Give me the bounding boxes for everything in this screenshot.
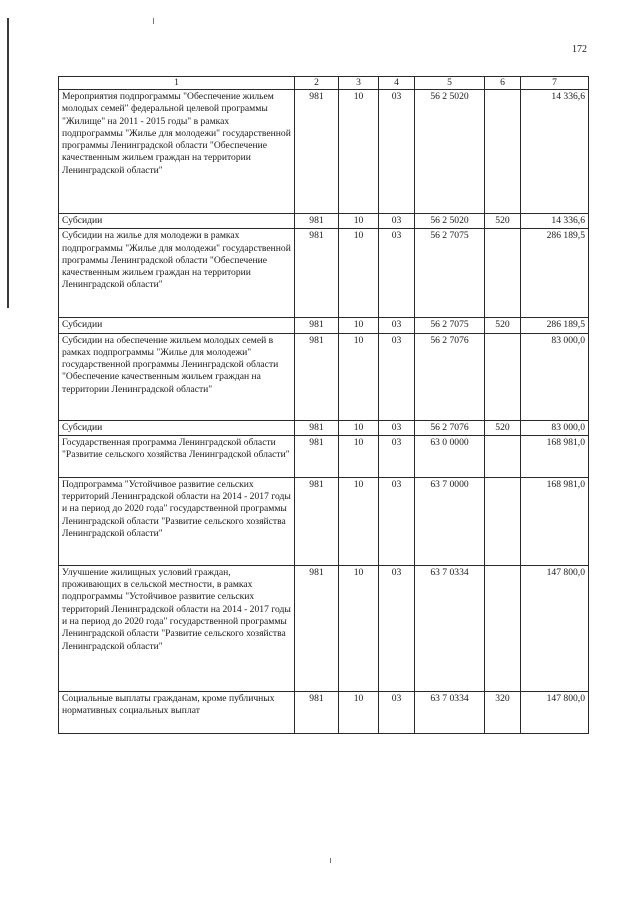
cell-subsection: 03 [379, 318, 415, 333]
scan-speck [153, 18, 154, 24]
cell-target-article: 56 2 7076 [415, 333, 485, 420]
cell-expense-type: 520 [485, 420, 521, 435]
column-header: 5 [415, 77, 485, 90]
cell-section: 10 [339, 420, 379, 435]
table-row [59, 565, 589, 691]
cell-amount: 147 800,0 [521, 565, 589, 691]
cell-code: 981 [295, 90, 339, 214]
cell-subsection: 03 [379, 214, 415, 229]
cell-target-article: 63 0 0000 [415, 435, 485, 477]
cell-expense-type [485, 565, 521, 691]
cell-target-article: 63 7 0334 [415, 565, 485, 691]
column-header: 7 [521, 77, 589, 90]
cell-code: 981 [295, 214, 339, 229]
cell-section: 10 [339, 318, 379, 333]
cell-section: 10 [339, 477, 379, 565]
cell-section: 10 [339, 691, 379, 733]
cell-expense-type: 520 [485, 318, 521, 333]
cell-amount: 14 336,6 [521, 90, 589, 214]
row-name: Улучшение жилищных условий граждан, проживающих в сельской местности, в рамках подпрограммы "Устойчивое развитие сельских территорий Ленинградской области на 2014 - 2017 годы и на период до 2020 года" государственной программы Ленинградской области "Развитие сельского хозяйства Ленинградской области" [59, 565, 295, 691]
cell-amount: 286 189,5 [521, 318, 589, 333]
cell-section: 10 [339, 565, 379, 691]
cell-amount: 286 189,5 [521, 229, 589, 318]
cell-expense-type [485, 333, 521, 420]
row-name: Субсидии [59, 318, 295, 333]
cell-expense-type: 320 [485, 691, 521, 733]
cell-subsection: 03 [379, 477, 415, 565]
cell-amount: 83 000,0 [521, 333, 589, 420]
scan-edge-line [7, 18, 9, 308]
cell-subsection: 03 [379, 333, 415, 420]
row-name: Мероприятия подпрограммы "Обеспечение жильем молодых семей" федеральной целевой программы "Жилище" на 2011 - 2015 годы" в рамках подпрограммы "Жилье для молодежи" государственной программы Ленинградской области "Обеспечение качественным жильем граждан на территории Ленинградской области" [59, 90, 295, 214]
cell-code: 981 [295, 318, 339, 333]
page-number: 172 [572, 44, 587, 55]
row-name: Субсидии на жилье для молодежи в рамках подпрограммы "Жилье для молодежи" государственной программы Ленинградской области "Обеспечение качественным жильем граждан на территории Ленинградской области" [59, 229, 295, 318]
cell-target-article: 56 2 7075 [415, 318, 485, 333]
column-header: 6 [485, 77, 521, 90]
cell-amount: 168 981,0 [521, 477, 589, 565]
cell-expense-type [485, 90, 521, 214]
cell-subsection: 03 [379, 90, 415, 214]
cell-section: 10 [339, 214, 379, 229]
cell-section: 10 [339, 333, 379, 420]
table-row [59, 691, 589, 733]
table-row [59, 318, 589, 333]
column-header: 2 [295, 77, 339, 90]
cell-target-article: 56 2 7075 [415, 229, 485, 318]
cell-code: 981 [295, 477, 339, 565]
budget-table [58, 76, 589, 734]
cell-subsection: 03 [379, 435, 415, 477]
cell-subsection: 03 [379, 565, 415, 691]
cell-amount: 147 800,0 [521, 691, 589, 733]
cell-code: 981 [295, 435, 339, 477]
row-name: Субсидии [59, 420, 295, 435]
row-name: Субсидии на обеспечение жильем молодых семей в рамках подпрограммы "Жилье для молодежи" государственной программы Ленинградской области "Обеспечение качественным жильем граждан на территории Ленинградской области" [59, 333, 295, 420]
cell-amount: 14 336,6 [521, 214, 589, 229]
table-row [59, 333, 589, 420]
table-row [59, 477, 589, 565]
cell-target-article: 56 2 5020 [415, 90, 485, 214]
cell-subsection: 03 [379, 229, 415, 318]
cell-target-article: 63 7 0000 [415, 477, 485, 565]
cell-expense-type [485, 477, 521, 565]
cell-target-article: 56 2 5020 [415, 214, 485, 229]
header-row [59, 77, 589, 90]
cell-amount: 83 000,0 [521, 420, 589, 435]
column-header: 4 [379, 77, 415, 90]
cell-section: 10 [339, 90, 379, 214]
cell-subsection: 03 [379, 691, 415, 733]
table-row [59, 90, 589, 214]
table-row [59, 229, 589, 318]
cell-code: 981 [295, 229, 339, 318]
scan-speck [330, 858, 331, 863]
cell-code: 981 [295, 565, 339, 691]
cell-expense-type [485, 229, 521, 318]
row-name: Социальные выплаты гражданам, кроме публичных нормативных социальных выплат [59, 691, 295, 733]
cell-expense-type: 520 [485, 214, 521, 229]
cell-section: 10 [339, 229, 379, 318]
cell-section: 10 [339, 435, 379, 477]
cell-target-article: 56 2 7076 [415, 420, 485, 435]
column-header: 3 [339, 77, 379, 90]
column-header: 1 [59, 77, 295, 90]
cell-code: 981 [295, 691, 339, 733]
cell-amount: 168 981,0 [521, 435, 589, 477]
cell-target-article: 63 7 0334 [415, 691, 485, 733]
cell-expense-type [485, 435, 521, 477]
table-row [59, 214, 589, 229]
row-name: Подпрограмма "Устойчивое развитие сельских территорий Ленинградской области на 2014 - 2017 годы и на период до 2020 года" государственной программы Ленинградской области "Развитие сельского хозяйства Ленинградской области" [59, 477, 295, 565]
table-row [59, 435, 589, 477]
row-name: Субсидии [59, 214, 295, 229]
cell-code: 981 [295, 420, 339, 435]
cell-code: 981 [295, 333, 339, 420]
row-name: Государственная программа Ленинградской области "Развитие сельского хозяйства Ленинградской области" [59, 435, 295, 477]
cell-subsection: 03 [379, 420, 415, 435]
table-row [59, 420, 589, 435]
